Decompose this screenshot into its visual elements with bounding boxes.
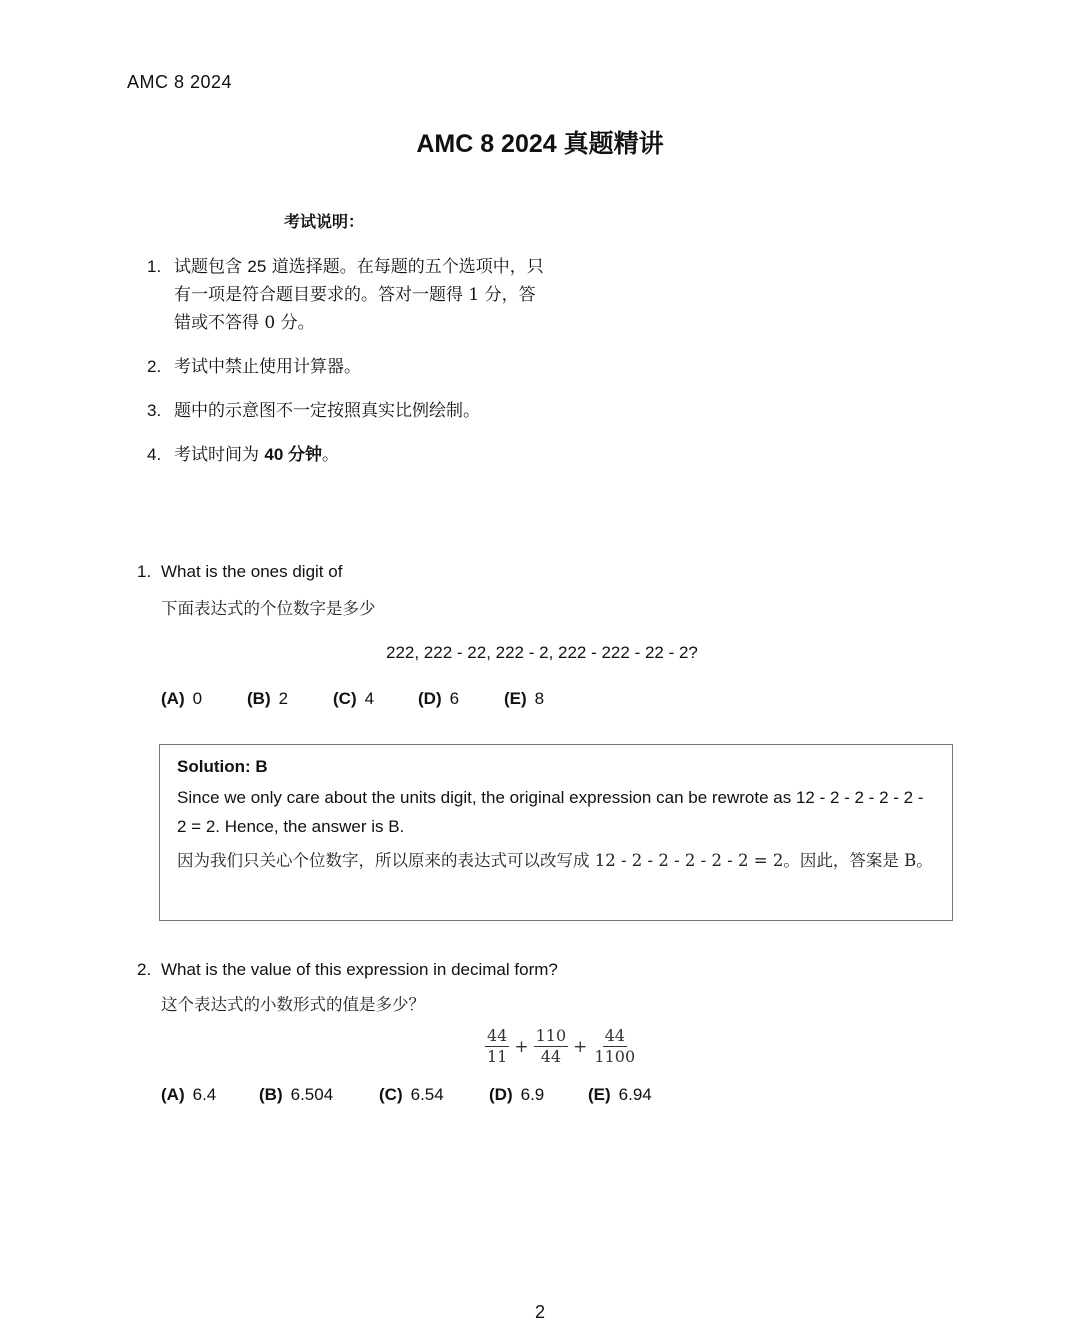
choice-c[interactable]: (C) 6.54 (379, 1085, 444, 1104)
choice-a[interactable]: (A) 6.4 (161, 1085, 217, 1104)
choice-e[interactable]: (E) 8 (504, 689, 545, 708)
running-header: AMC 8 2024 (127, 72, 233, 92)
instruction-item (147, 353, 547, 381)
instruction-number: 1. (147, 257, 162, 276)
solution-box (159, 744, 953, 921)
question-1-stem-cn: 下面表达式的个位数字是多少 (161, 599, 376, 618)
title-cn: 真题精讲 (563, 129, 664, 158)
choice-e[interactable]: (E) 6.94 (588, 1085, 652, 1104)
question-1-expression: 222, 222 - 22, 222 - 2, 222 - 222 - 22 - 2? (386, 643, 698, 662)
instruction-text: 考试时间为 40 分钟。 (174, 445, 340, 465)
question-2-stem-cn: 这个表达式的小数形式的值是多少？ (161, 995, 425, 1014)
instruction-item (147, 397, 547, 425)
solution-text-en: Since we only care about the units digit, the original expression can be rewrote as 12 - 2 - 2 - 2 - 2 - 2 = 2. Hence, the answer is B. (177, 788, 924, 836)
choice-a[interactable]: (A) 0 (161, 689, 203, 708)
question-2-stem-en: 2. What is the value of this expression in decimal form? (137, 958, 558, 982)
fraction: $\frac{110}{44}$ (535, 1026, 567, 1066)
choice-d[interactable]: (D) 6 (418, 689, 460, 708)
instruction-text: 考试中禁止使用计算器。 (174, 357, 361, 377)
page-number: 2 (534, 1302, 545, 1322)
instruction-item (147, 253, 547, 337)
fraction: $\frac{44}{11}$ (487, 1026, 508, 1066)
instruction-number: 4. (147, 445, 162, 464)
instruction-item (147, 441, 547, 469)
choice-b[interactable]: (B) 2 (247, 689, 289, 708)
instructions-list (147, 253, 547, 485)
choice-b[interactable]: (B) 6.504 (259, 1085, 334, 1104)
solution-heading: Solution: B (177, 757, 268, 776)
question-number: 1. (137, 562, 152, 581)
question-2-expression: $\frac{44}{11}$ + $\frac{110}{44}$ + $\frac{44}{1100}$ (487, 1026, 636, 1066)
page-title (0, 124, 1080, 160)
instruction-text: 试题包含 25 道选择题。在每题的五个选项中，只有一项是符合题目要求的。答对一题得 1 分，答错或不答得 0 分。 (174, 257, 544, 333)
solution-text-cn: 因为我们只关心个位数字，所以原来的表达式可以改写成 12 - 2 - 2 - 2 - 2 - 2 = 2。因此，答案是 B。 (177, 851, 933, 870)
fraction: $\frac{44}{1100}$ (594, 1026, 636, 1066)
instruction-text: 题中的示意图不一定按照真实比例绘制。 (174, 401, 480, 421)
choice-c[interactable]: (C) 4 (333, 689, 375, 708)
instruction-number: 2. (147, 357, 162, 376)
instruction-number: 3. (147, 401, 162, 420)
question-2-choices (161, 1085, 652, 1105)
instructions-heading: 考试说明： (284, 212, 365, 231)
question-1-choices (161, 689, 544, 709)
choice-d[interactable]: (D) 6.9 (489, 1085, 545, 1104)
title-en: AMC 8 2024 (416, 130, 557, 158)
question-1-stem-en: 1. What is the ones digit of (137, 560, 342, 584)
question-number: 2. (137, 960, 152, 979)
